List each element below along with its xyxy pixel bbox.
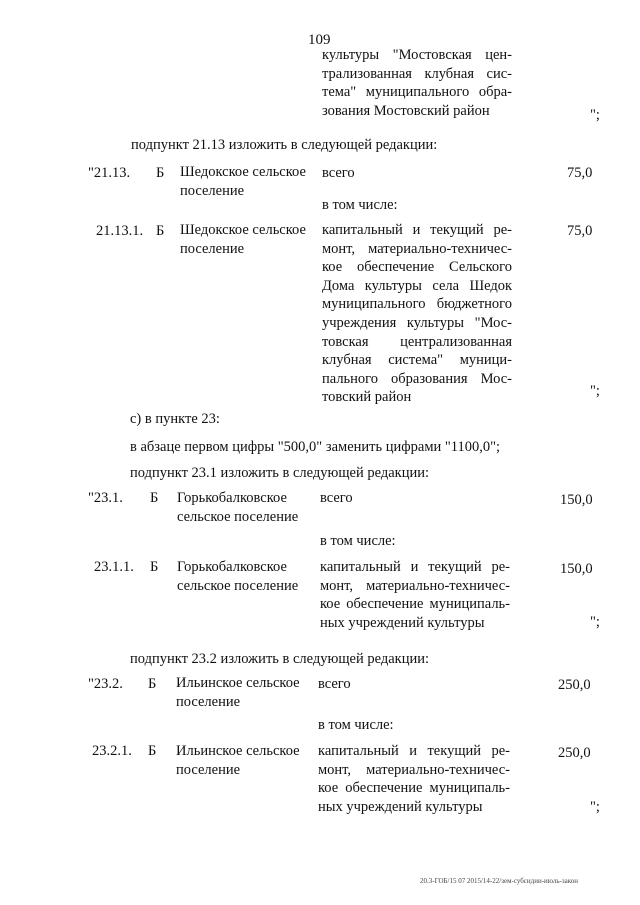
desc-line: ных учреждений культуры [318, 798, 483, 815]
including-label: в том числе: [320, 533, 396, 549]
name-line: Горькобалковское [177, 559, 287, 575]
text-line: культуры "Мостовская цен- [322, 47, 512, 63]
desc-line: товский район [322, 389, 412, 406]
item-value: 250,0 [558, 677, 591, 693]
item-value: 150,0 [560, 561, 593, 577]
desc-line: капитальный и текущий ре- [318, 743, 510, 759]
item-description [320, 558, 510, 632]
text-line: зования Мостовский район [322, 102, 490, 119]
item-code: Б [148, 676, 157, 692]
instruction-paragraph: подпункт 23.1 изложить в следующей редакции: [130, 465, 430, 481]
footer-file-reference: 20.3-ГОБ/15 07 2015/14-22/зем-субсидии-июль-закон [420, 877, 579, 885]
item-description: всего [320, 490, 353, 506]
desc-line: ных учреждений культуры [320, 614, 485, 631]
item-description: всего [322, 165, 355, 181]
desc-line: кое обеспечение Сельского [322, 259, 512, 276]
name-line: Шедокское сельское [180, 222, 306, 238]
name-line: поселение [176, 761, 241, 778]
text-line: трализованная клубная сис- [322, 65, 512, 82]
including-label: в том числе: [322, 197, 398, 213]
text-line: тема" муниципального обра- [322, 84, 512, 101]
item-code: Б [150, 490, 159, 506]
item-code: Б [156, 223, 165, 239]
item-code: Б [148, 743, 157, 759]
desc-line: монт, материально-техничес- [318, 761, 510, 778]
name-line: поселение [180, 182, 245, 199]
item-value: 250,0 [558, 745, 591, 761]
continuation-text [322, 46, 512, 120]
item-name [180, 221, 306, 258]
name-line: сельское поселение [177, 577, 299, 594]
name-line: Шедокское сельское [180, 164, 306, 180]
name-line: поселение [180, 240, 245, 257]
item-description [318, 742, 510, 816]
desc-line: кое обеспечение муниципаль- [318, 780, 510, 797]
desc-line: учреждения культуры "Мос- [322, 314, 512, 331]
desc-line: монт, материально-техничес- [320, 577, 510, 594]
item-description: всего [318, 676, 351, 692]
item-number: 21.13.1. [96, 223, 144, 239]
name-line: Ильинское сельское [176, 675, 300, 691]
name-line: Горькобалковское [177, 490, 287, 506]
name-line: Ильинское сельское [176, 743, 300, 759]
item-number: "23.2. [88, 676, 123, 692]
desc-line: товская централизованная [322, 333, 512, 350]
instruction-paragraph: с) в пункте 23: [130, 411, 220, 427]
desc-line: монт, материально-техничес- [322, 240, 512, 257]
item-number: "21.13. [88, 165, 131, 181]
desc-line: пального образования Мос- [322, 370, 512, 387]
item-name [177, 558, 298, 595]
end-quote: "; [590, 383, 600, 399]
name-line: поселение [176, 693, 241, 710]
including-label: в том числе: [318, 717, 394, 733]
instruction-paragraph: в абзаце первом цифры "500,0" заменить цифрами "1100,0"; [130, 439, 501, 455]
item-name [176, 674, 300, 711]
page-number: 109 [308, 32, 331, 48]
desc-line: капитальный и текущий ре- [322, 222, 512, 238]
end-quote: "; [590, 614, 600, 630]
item-number: "23.1. [88, 490, 123, 506]
instruction-paragraph: подпункт 23.2 изложить в следующей редакции: [130, 651, 430, 667]
item-code: Б [150, 559, 159, 575]
desc-line: клубная система" муници- [322, 352, 512, 369]
desc-line: капитальный и текущий ре- [320, 559, 510, 575]
desc-line: муниципального бюджетного [322, 296, 512, 313]
item-name [176, 742, 300, 779]
item-value: 75,0 [567, 223, 593, 239]
item-name [177, 489, 298, 526]
item-description [322, 221, 512, 407]
item-value: 150,0 [560, 492, 593, 508]
item-value: 75,0 [567, 165, 593, 181]
instruction-paragraph: подпункт 21.13 изложить в следующей редакции: [131, 137, 438, 153]
name-line: сельское поселение [177, 508, 299, 525]
item-number: 23.2.1. [92, 743, 132, 759]
end-quote: "; [590, 107, 600, 123]
item-number: 23.1.1. [94, 559, 134, 575]
item-name [180, 163, 306, 200]
end-quote: "; [590, 799, 600, 815]
desc-line: кое обеспечение муниципаль- [320, 596, 510, 613]
desc-line: Дома культуры села Шедок [322, 277, 512, 294]
item-code: Б [156, 165, 165, 181]
